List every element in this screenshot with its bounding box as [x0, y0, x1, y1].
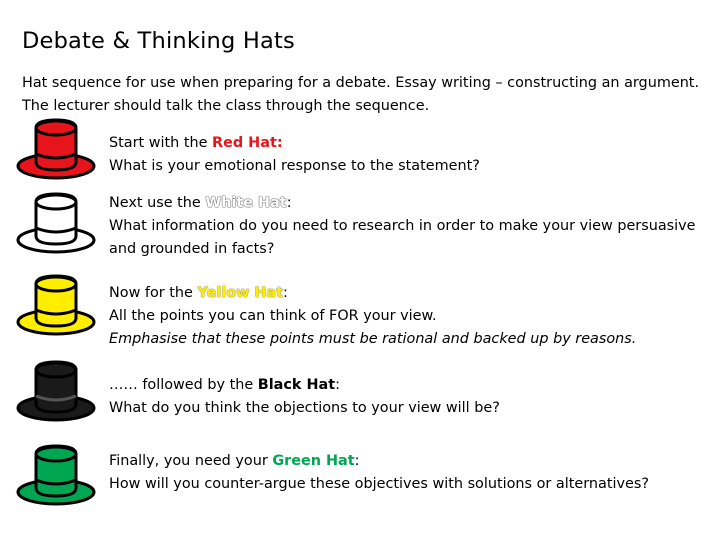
- white-hat-heading: [109, 192, 696, 215]
- intro-line-1: Hat sequence for use when preparing for a debate. Essay writing – constructing an argument.: [22, 75, 700, 91]
- white-hat-block: [109, 192, 696, 261]
- white-hat-label: White Hat: [205, 195, 287, 211]
- black-hat-question: What do you think the objections to your view will be?: [109, 400, 500, 416]
- yellow-hat-emphasis-text: Emphasise that these points must be rational and backed up by reasons.: [109, 331, 637, 347]
- red-hat-icon: [14, 116, 98, 182]
- yellow-hat-question: All the points you can think of FOR your view.: [109, 308, 437, 324]
- page-title: Debate & Thinking Hats: [22, 28, 295, 54]
- yellow-hat-prefix: Now for the: [109, 285, 198, 301]
- white-hat-question-2: and grounded in facts?: [109, 241, 275, 257]
- white-hat-question-1: What information do you need to research in order to make your view persuasive: [109, 218, 696, 234]
- green-hat-label: Green Hat: [272, 453, 355, 469]
- white-hat-icon: [14, 190, 98, 256]
- yellow-hat-suffix: :: [283, 285, 288, 301]
- white-hat-suffix: :: [286, 195, 292, 211]
- green-hat-heading: [109, 450, 649, 473]
- intro-line-2: The lecturer should talk the class through the sequence.: [22, 98, 430, 114]
- yellow-hat-heading: [109, 282, 636, 305]
- red-hat-heading: [109, 132, 480, 155]
- green-hat-prefix: Finally, you need your: [109, 453, 273, 469]
- black-hat-label: Black Hat: [257, 377, 336, 393]
- intro-text: [22, 72, 699, 118]
- red-hat-block: [109, 132, 480, 178]
- green-hat-icon: [14, 442, 98, 508]
- red-hat-question: What is your emotional response to the statement?: [109, 158, 480, 174]
- yellow-hat-icon: [14, 272, 98, 338]
- red-hat-prefix: Start with the: [109, 135, 213, 151]
- black-hat-suffix: :: [335, 377, 340, 393]
- black-hat-heading: [109, 374, 500, 397]
- yellow-hat-emphasis: [109, 328, 636, 351]
- green-hat-block: [109, 450, 649, 496]
- yellow-hat-block: [109, 282, 636, 351]
- black-hat-block: [109, 374, 500, 420]
- black-hat-icon: [14, 358, 98, 424]
- green-hat-suffix: :: [354, 453, 360, 469]
- white-hat-prefix: Next use the: [109, 195, 206, 211]
- green-hat-question: How will you counter-argue these objectives with solutions or alternatives?: [109, 476, 649, 492]
- black-hat-prefix: …… followed by the: [109, 377, 258, 393]
- yellow-hat-label: Yellow Hat: [197, 285, 284, 301]
- red-hat-label: Red Hat:: [212, 135, 283, 151]
